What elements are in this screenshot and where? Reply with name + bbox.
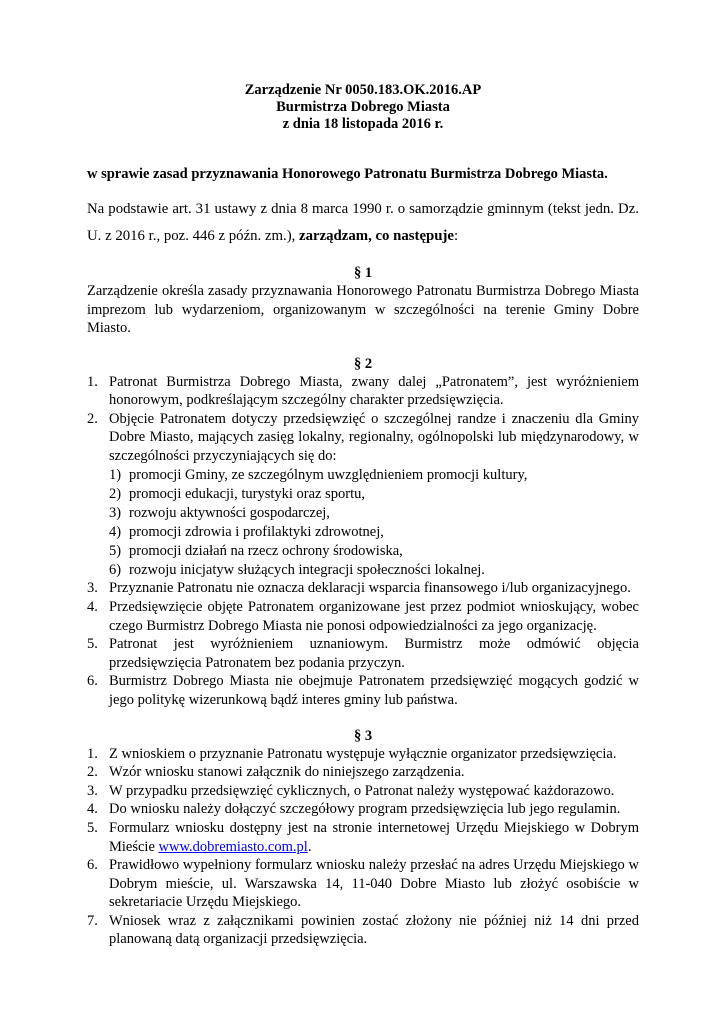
sub-list-item (109, 504, 639, 523)
subitem-text: promocji Gminy, ze szczególnym uwzględnieniem promocji kultury, (129, 466, 528, 483)
legal-basis (87, 196, 639, 250)
item-number: 7. (87, 912, 98, 929)
section-1-title: § 1 (353, 265, 373, 281)
list-item (87, 800, 639, 819)
item-number: 6. (87, 857, 98, 874)
sub-list-item (109, 561, 639, 580)
item-text: Patronat jest wyróżnieniem uznaniowym. Burmistrz może odmówić objęcia przedsięwzięcia Patronatem bez podania przyczyn. (109, 636, 639, 671)
ordinance-issuer: Burmistrza Dobrego Miasta (276, 99, 450, 115)
list-item (87, 912, 639, 949)
subitem-number: 5) (109, 542, 122, 559)
item-number: 5. (87, 636, 98, 653)
list-item (87, 410, 639, 580)
item-text: Burmistrz Dobrego Miasta nie obejmuje Patronatem przedsięwzięć mogących godzić w jego politykę wizerunkową bądź interes gminy lub państwa. (109, 673, 639, 708)
sub-list-item (109, 466, 639, 485)
item-text: Z wnioskiem o przyznanie Patronatu występuje wyłącznie organizator przedsięwzięcia. (109, 745, 617, 762)
list-item (87, 819, 639, 856)
item-number: 3. (87, 580, 98, 597)
item-number: 4. (87, 801, 98, 818)
list-item (87, 745, 639, 764)
document-page (87, 82, 639, 949)
section-3-title: § 3 (353, 727, 373, 744)
item-text: Objęcie Patronatem dotyczy przedsięwzięć o szczególnej randze i znaczeniu dla Gminy Dobre Miasto, mających zasięg lokalny, regionalny, ogólnopolski lub międzynarodowy, w szczególności przyczyniających się do: (109, 410, 639, 464)
ordinance-date: z dnia 18 listopada 2016 r. (282, 116, 444, 132)
section-2-list (87, 373, 639, 710)
section-1-text: Zarządzenie określa zasady przyznawania Honorowego Patronatu Burmistrza Dobrego Miasta imprezom lub wydarzeniom, organizowanym w szczególności na terenie Gminy Dobre Miasto. (87, 283, 639, 336)
list-item (87, 373, 639, 410)
list-item (87, 856, 639, 912)
item-text-end: . (307, 838, 312, 855)
item-number: 5. (87, 819, 98, 836)
item-number: 4. (87, 598, 98, 615)
item-number: 2. (87, 764, 98, 781)
sub-list-item (109, 523, 639, 542)
subitem-number: 3) (109, 504, 122, 521)
sub-list-item (109, 485, 639, 504)
subitem-number: 2) (109, 485, 122, 502)
legal-basis-end: : (453, 228, 459, 244)
subitem-number: 6) (109, 561, 122, 578)
legal-basis-bold: zarządzam, co następuje (299, 228, 454, 244)
item-text: Przedsięwzięcie objęte Patronatem organizowane jest przez podmiot wnioskujący, wobec czego Burmistrz Dobrego Miasta nie ponosi odpowiedzialności za jego organizację. (109, 598, 639, 634)
subitem-text: rozwoju inicjatyw służących integracji społeczności lokalnej. (129, 561, 485, 578)
list-item (87, 782, 639, 801)
list-item (87, 579, 639, 598)
section-3-list (87, 745, 639, 950)
ordinance-subject: w sprawie zasad przyznawania Honorowego Patronatu Burmistrza Dobrego Miasta. (87, 166, 608, 182)
list-item (87, 763, 639, 782)
list-item (87, 635, 639, 672)
sub-list-item (109, 542, 639, 561)
subitem-text: promocji zdrowia i profilaktyki zdrowotnej, (129, 523, 384, 540)
subitem-text: promocji edukacji, turystyki oraz sportu, (129, 485, 365, 502)
list-item (87, 672, 639, 709)
item-number: 1. (87, 373, 98, 390)
section-2-sublist (109, 466, 639, 580)
item-number: 1. (87, 745, 98, 762)
item-text: Prawidłowo wypełniony formularz wniosku należy przesłać na adres Urzędu Miejskiego w Dobrym mieście, ul. Warszawska 14, 11-040 Dobre Miasto lub złożyć osobiście w sekretariacie Urzędu Miejskiego. (109, 857, 639, 911)
subitem-number: 4) (109, 523, 122, 540)
item-number: 2. (87, 410, 98, 427)
item-text: Wzór wniosku stanowi załącznik do niniejszego zarządzenia. (109, 764, 465, 781)
item-number: 3. (87, 782, 98, 799)
legal-basis-text: Na podstawie art. 31 ustawy z dnia 8 marca 1990 r. o samorządzie gminnym (tekst jedn. Dz. U. z 2016 r., poz. 446 z późn. zm.), (87, 201, 639, 244)
item-text: Patronat Burmistrza Dobrego Miasta, zwany dalej „Patronatem”, jest wyróżnieniem honorowym, podkreślającym szczególny charakter przedsięwzięcia. (109, 373, 639, 409)
list-item (87, 598, 639, 635)
item-text: Wniosek wraz z załącznikami powinien zostać złożony nie później niż 14 dni przed planowaną datą organizacji przedsięwzięcia. (109, 912, 639, 948)
subitem-text: promocji działań na rzecz ochrony środowiska, (129, 542, 403, 559)
subitem-text: rozwoju aktywności gospodarczej, (129, 504, 330, 521)
section-2-title: § 2 (353, 355, 373, 372)
item-number: 6. (87, 673, 98, 690)
ordinance-number: Zarządzenie Nr 0050.183.OK.2016.AP (244, 82, 482, 98)
item-text: Formularz wniosku dostępny jest na stronie internetowej Urzędu Miejskiego w Dobrym Mieście (109, 819, 639, 855)
item-text: W przypadku przedsięwzięć cyklicznych, o Patronat należy występować każdorazowo. (109, 782, 615, 799)
item-text: Przyznanie Patronatu nie oznacza deklaracji wsparcia finansowego i/lub organizacyjnego. (109, 580, 631, 597)
subitem-number: 1) (109, 466, 122, 483)
item-text: Do wniosku należy dołączyć szczegółowy program przedsięwzięcia lub jego regulamin. (109, 801, 621, 818)
website-link[interactable]: www.dobremiasto.com.pl (158, 838, 308, 855)
